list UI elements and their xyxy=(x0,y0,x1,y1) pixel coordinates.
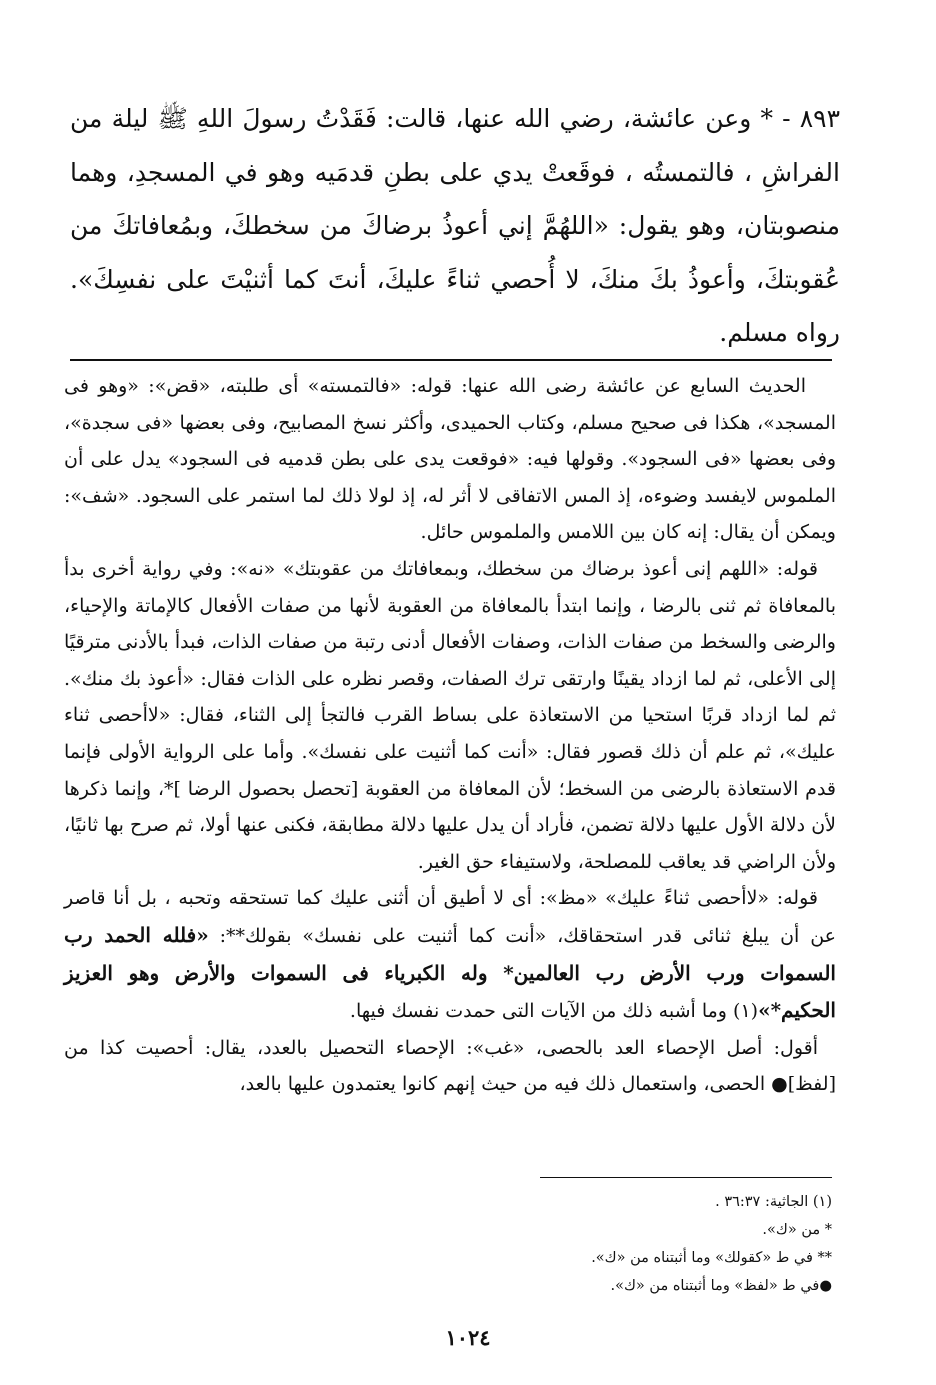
commentary-paragraph-1: الحديث السابع عن عائشة رضى الله عنها: قوله: «فالتمسته» أى طلبته، «قض»: «وهو فى المسجد»، هكذا فى صحيح مسلم، وكتاب الحميدى، وأكثر نسخ المصابيح، وفى بعضها «فى سجدة»، وفى بعضها «فى السجود». وقولها فيه: «فوقعت يدى على بطن قدميه فى السجود» يدل على أن الملموس لايفسد وضوءه، إذ المس الاتفاقى لا أثر له، إذ لولا ذلك لما استمر على السجود. «شف»: ويمكن أن يقال: إنه كان بين اللامس والملموس حائل. xyxy=(64,375,836,544)
footnote-4: ●في ط «لفظ» وما أثبتناه من «ك». xyxy=(610,1278,832,1294)
footnote-3: ** في ط «كقولك» وما أثبتناه من «ك». xyxy=(591,1250,832,1266)
commentary-paragraph-2: قوله: «اللهم إنى أعوذ برضاك من سخطك، وبمعافاتك من عقوبتك» «نه»: وفي رواية أخرى بدأ بالمعافاة ثم ثنى بالرضا ، وإنما ابتدأ بالمعافاة من العقوبة لأنها من صفات الأفعال كالإماتة والإحياء، والرضى والسخط من صفات الذات، وصفات الأفعال أدنى رتبة من صفات الذات، فبدأ بالأدنى مترقيًا إلى الأعلى، ثم لما ازداد يقينًا وارتقى ترك الصفات، وقصر نظره على الذات فقال: «أعوذ بك منك». ثم لما ازداد قربًا استحيا من الاستعاذة على بساط القرب فالتجأ إلى الثناء، فقال: «لاأحصى ثناء عليك»، ثم علم أن ذلك قصور فقال: «أنت كما أثنيت على نفسك». وأما على الرواية الأولى فإنما قدم الاستعاذة بالرضى من السخط؛ لأن المعافاة من العقوبة [تحصل بحصول الرضا ]*، وإنما ذكرها لأن دلالة الأول عليها دلالة تضمن، فأراد أن يدل عليها دلالة مطابقة، فكنى عنها أولا، ثم صرح بها ثانيًا، ولأن الراضي قد يعاقب للمصلحة، ولاستيفاء حق الغير. xyxy=(64,557,836,873)
commentary-p3-end: (١) وما أشبه ذلك من الآيات التى حمدت نفسك فيها. xyxy=(349,1000,759,1023)
commentary-p3-start: قوله: «لاأحصى ثناءً عليك» «مظ»: أى لا أطيق أن أثنى عليك كما تستحقه وتحبه ، بل أنا قاصر عن أن يبلغ ثنائى قدر استحقاقك، «أنت كما أثنيت على نفسك» بقولك**: xyxy=(64,887,836,947)
hadith-body: وعن عائشة، رضي الله عنها، قالت: فَقَدْتُ رسولَ اللهِ ﷺ ليلة من الفراشِ ، فالتمستُه ، فوقَعتْ يدي على بطنِ قدمَيه وهو في المسجدِ، وهما منصوبتان، وهو يقول: «اللهُمَّ إني أعوذُ برضاكَ من سخطكَ، وبمُعافاتكَ من عُقوبتكَ، وأعوذُ بكَ منكَ، لا أُحصي ثناءً عليكَ، أنتَ كما أثنيْتَ على نفسِكَ». رواه مسلم. xyxy=(70,104,840,347)
page-number: ١٠٢٤ xyxy=(445,1325,491,1350)
quran-quote: «فلله الحمد رب السموات ورب الأرض رب العالمين* وله الكبرياء فى السموات والأرض وهو العزيز الحكيم*» xyxy=(64,922,836,1023)
footnote-1: (١) الجاثية: ٣٦:٣٧ . xyxy=(715,1194,832,1210)
commentary-block xyxy=(64,368,836,1103)
main-divider xyxy=(70,359,832,361)
footnotes-block xyxy=(420,1188,832,1300)
footnote-2: * من «ك». xyxy=(762,1222,832,1238)
commentary-paragraph-4: أقول: أصل الإحصاء العد بالحصى، «غب»: الإحصاء التحصيل بالعدد، يقال: أحصيت كذا من [لفظ]● الحصى، واستعمال ذلك فيه من حيث إنهم كانوا يعتمدون عليها بالعد، xyxy=(64,1036,836,1096)
hadith-text-block xyxy=(70,92,840,360)
commentary-paragraph-3 xyxy=(64,880,836,1029)
footnote-divider xyxy=(540,1177,832,1178)
hadith-number: ٨٩٣ - * xyxy=(760,104,841,133)
